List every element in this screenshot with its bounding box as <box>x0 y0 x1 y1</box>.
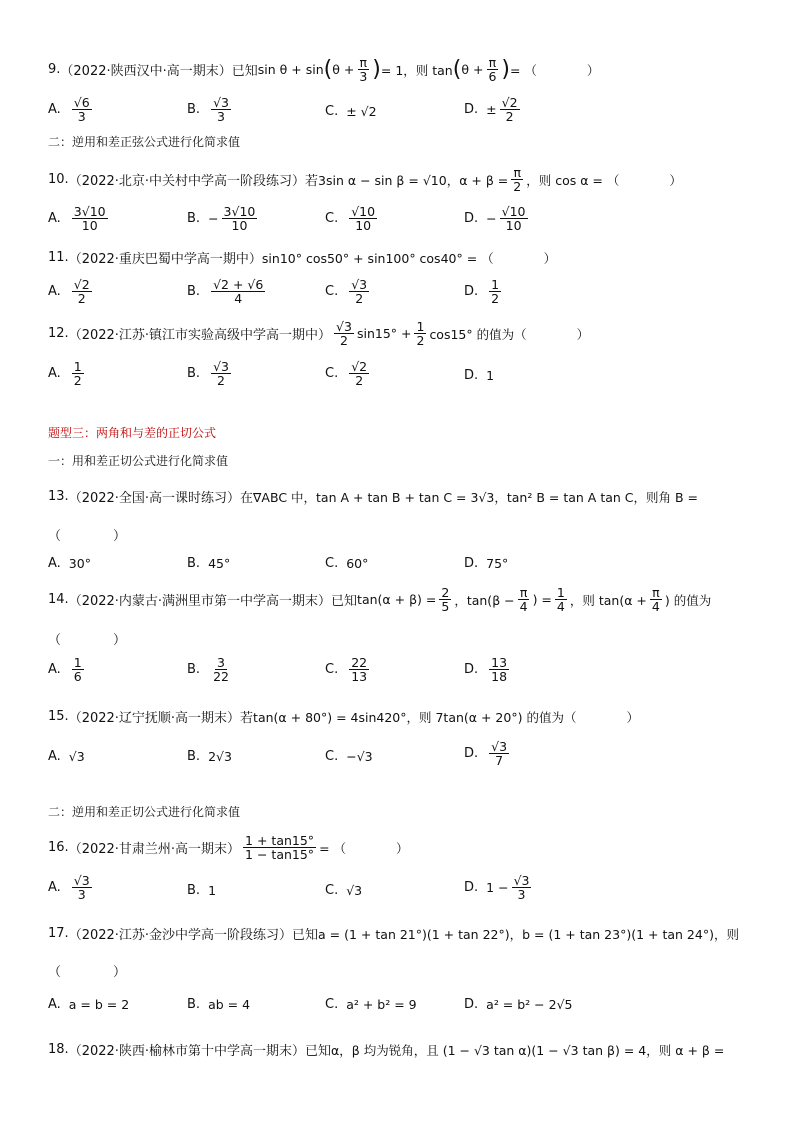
options-q14 <box>48 656 748 690</box>
option-c[interactable]: C. $\frac{22}{13}$ <box>325 655 368 685</box>
option-d[interactable]: D. a² = b² − 2√5 <box>464 997 573 1012</box>
question-source: （2022·陕西汉中·高一期末）已知 <box>60 64 258 80</box>
section-heading: 二：逆用和差正弦公式进行化简求值 <box>48 135 241 149</box>
options-q11 <box>48 278 748 312</box>
answer-paren: （ ） <box>48 633 127 648</box>
option-a[interactable]: A. $\frac{√6}{3}$ <box>48 95 90 125</box>
option-b[interactable]: B. $\frac{√3}{3}$ <box>187 95 229 125</box>
answer-paren: （ ） <box>48 965 127 980</box>
options-q13 <box>48 556 748 576</box>
option-c[interactable]: C. $\frac{√10}{10}$ <box>325 204 376 234</box>
option-b[interactable]: B. 1 <box>187 883 217 898</box>
question-12: 12. （2022·江苏·镇江市实验高级中学高一期中） $\frac{√3}{2}$ sin15° + $\frac{1}{2}$ cos15° 的值为（ ） <box>48 319 590 349</box>
option-b[interactable]: B. ab = 4 <box>187 997 251 1012</box>
question-10: 10. （2022·北京·中关村中学高一阶段练习）若 3sin α − sin β = √10，α + β = $\frac{\pi}{2}$ ，则 cos α = （ ） <box>48 165 682 195</box>
options-q15 <box>48 740 748 774</box>
option-b[interactable]: B. 2√3 <box>187 749 232 764</box>
subsection-heading: 二：逆用和差正切公式进行化简求值 <box>48 805 241 819</box>
option-d[interactable]: D. 1 <box>464 368 495 383</box>
option-c[interactable]: C. $\frac{√3}{2}$ <box>325 277 368 307</box>
question-9: 9. （2022·陕西汉中·高一期末）已知 sin θ + sin ( θ + $\frac{\pi}{3}$ ) = 1，则 tan ( θ + $\frac{\pi}{6}$ ) = （ ） <box>48 55 600 85</box>
option-c[interactable]: C. $\frac{√2}{2}$ <box>325 359 368 389</box>
option-b[interactable]: B. $\frac{√2 + √6}{4}$ <box>187 277 264 307</box>
options-q16 <box>48 874 748 908</box>
option-d[interactable]: D. $\frac{1}{2}$ <box>464 277 500 307</box>
option-b[interactable]: B. $\frac{3}{22}$ <box>187 655 229 685</box>
option-a[interactable]: A. $\frac{√3}{3}$ <box>48 873 90 903</box>
option-d[interactable]: D. − $\frac{√10}{10}$ <box>464 204 526 234</box>
option-d[interactable]: D. 1 − $\frac{√3}{3}$ <box>464 873 530 903</box>
options-q9 <box>48 96 748 130</box>
option-a[interactable]: A. a = b = 2 <box>48 997 130 1012</box>
option-a[interactable]: A. √3 <box>48 749 85 764</box>
answer-paren: （ ） <box>48 529 127 544</box>
option-b[interactable]: B. $\frac{√3}{2}$ <box>187 359 229 389</box>
option-d[interactable]: D. $\frac{13}{18}$ <box>464 655 508 685</box>
section-heading: 题型三：两角和与差的正切公式 <box>48 426 217 440</box>
option-c[interactable]: C. −√3 <box>325 749 373 764</box>
question-14: 14. （2022·内蒙古·满洲里市第一中学高一期末）已知 tan(α + β) = $\frac{2}{5}$ ，tan(β − $\frac{\pi}{4}$ ) = $\frac{1}{4}$ ，则 tan(α + $\frac{\pi}{4}$ ) 的值为 <box>48 585 712 615</box>
question-18: 18. （2022·陕西·榆林市第十中学高一期末）已知 α，β 均为锐角，且 (1 − √3 tan α)(1 − √3 tan β) = 4，则 α + β = <box>48 1042 725 1059</box>
option-c[interactable]: C. 60° <box>325 556 369 571</box>
option-d[interactable]: D. 75° <box>464 556 509 571</box>
question-number: 9. <box>48 62 61 78</box>
option-b[interactable]: B. − $\frac{3√10}{10}$ <box>187 204 256 234</box>
option-d[interactable]: D. $\frac{√3}{7}$ <box>464 739 508 769</box>
option-d[interactable]: D. ± $\frac{√2}{2}$ <box>464 95 518 125</box>
subsection-heading: 一：用和差正切公式进行化简求值 <box>48 454 229 468</box>
fraction: $\frac{\pi}{3}$ <box>359 55 368 85</box>
option-c[interactable]: C. a² + b² = 9 <box>325 997 417 1012</box>
option-c[interactable]: C. √3 <box>325 883 363 898</box>
question-11: 11. （2022·重庆巴蜀中学高一期中） sin10° cos50° + sin100° cos40° = （ ） <box>48 250 557 267</box>
question-17: 17. （2022·江苏·金沙中学高一阶段练习）已知 a = (1 + tan 21°)(1 + tan 22°)，b = (1 + tan 23°)(1 + tan 24°)，则 <box>48 926 739 943</box>
option-c[interactable]: C. ± √2 <box>325 104 377 119</box>
option-a[interactable]: A. $\frac{3√10}{10}$ <box>48 204 106 234</box>
question-16: 16. （2022·甘肃兰州·高一期末） $\frac{1 + \tan 15^\circ}{1 - \tan 15^\circ}$ = （ ） <box>48 833 409 863</box>
option-b[interactable]: B. 45° <box>187 556 231 571</box>
question-13: 13. （2022·全国·高一课时练习）在 ∇ABC 中，tan A + tan B + tan C = 3√3，tan² B = tan A tan C，则角 B = <box>48 489 698 506</box>
options-q17 <box>48 997 748 1017</box>
option-a[interactable]: A. $\frac{1}{6}$ <box>48 655 82 685</box>
option-a[interactable]: A. 30° <box>48 556 91 571</box>
options-q12 <box>48 360 748 394</box>
fraction: $\frac{\pi}{6}$ <box>488 55 497 85</box>
option-a[interactable]: A. $\frac{1}{2}$ <box>48 359 82 389</box>
option-a[interactable]: A. $\frac{√2}{2}$ <box>48 277 90 307</box>
options-q10 <box>48 205 748 239</box>
question-15: 15. （2022·辽宁抚顺·高一期末）若 tan(α + 80°) = 4sin420°，则 7tan(α + 20°) 的值为（ ） <box>48 709 639 726</box>
